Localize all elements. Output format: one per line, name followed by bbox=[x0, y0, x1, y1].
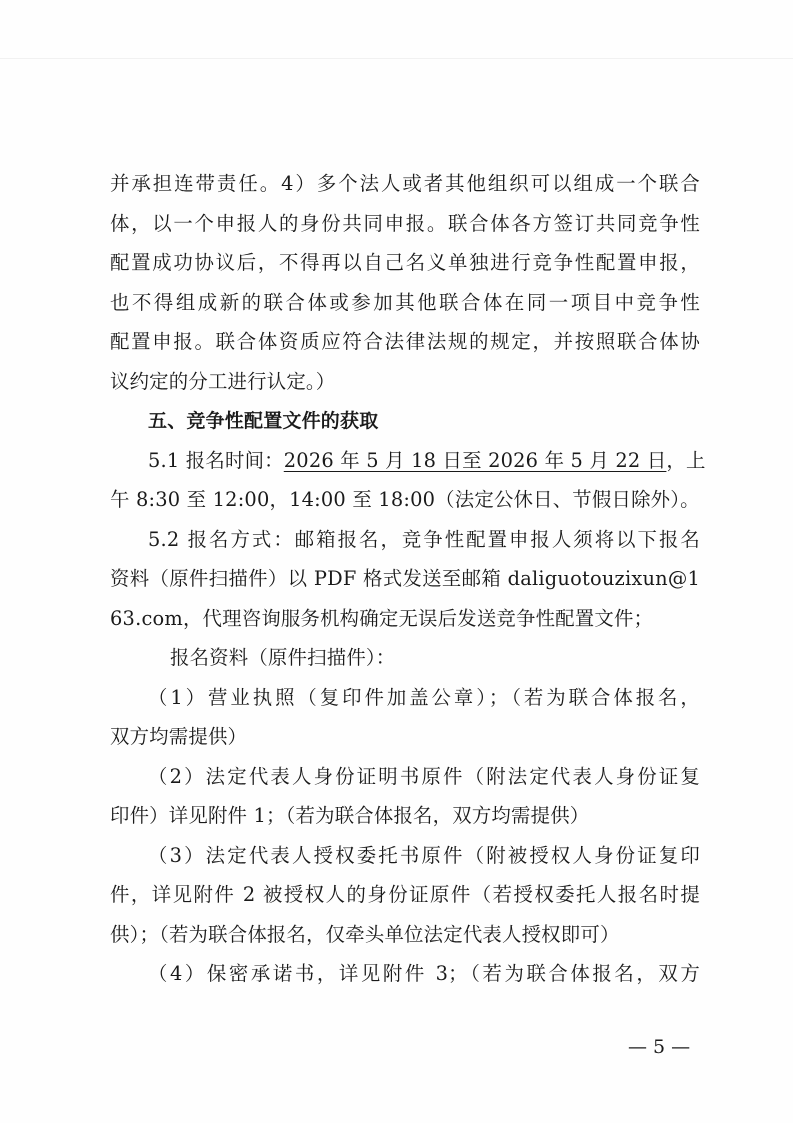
item-5-2-line-2: 资料（原件扫描件）以 PDF 格式发送至邮箱 daliguotouzixun@1 bbox=[110, 567, 700, 590]
item-5-1-suffix: ，上 bbox=[666, 449, 706, 472]
material-3-line-2: 件，详见附件 2 被授权人的身份证原件（若授权委托人报名时提 bbox=[110, 883, 700, 906]
item-5-2-line-3: 63.com，代理咨询服务机构确定无误后发送竞争性配置文件； bbox=[110, 607, 654, 630]
material-4-line-1: （4）保密承诺书，详见附件 3；（若为联合体报名，双方 bbox=[148, 962, 700, 985]
body-line-3: 配置成功协议后，不得再以自己名义单独进行竞争性配置申报， bbox=[110, 251, 700, 274]
registration-date-range: 2026 年 5 月 18 日至 2026 年 5 月 22 日 bbox=[283, 449, 667, 472]
item-5-2-line-1: 5.2 报名方式：邮箱报名，竞争性配置申报人须将以下报名 bbox=[148, 528, 700, 551]
item-5-1-line-1 bbox=[148, 441, 706, 481]
material-2-line-2: 印件）详见附件 1；（若为联合体报名，双方均需提供） bbox=[110, 804, 590, 827]
top-divider bbox=[0, 58, 793, 59]
item-5-1-prefix: 5.1 报名时间： bbox=[148, 449, 284, 472]
material-3-line-1: （3）法定代表人授权委托书原件（附被授权人身份证复印 bbox=[148, 844, 700, 867]
item-5-1-line-2: 午 8:30 至 12:00，14:00 至 18:00（法定公休日、节假日除外）。 bbox=[110, 488, 700, 511]
materials-title: 报名资料（原件扫描件）： bbox=[170, 646, 396, 669]
material-1-line-2: 双方均需提供） bbox=[110, 725, 248, 748]
section-heading: 五、竞争性配置文件的获取 bbox=[148, 410, 379, 432]
body-line-5: 配置申报。联合体资质应符合法律法规的规定，并按照联合体协 bbox=[110, 330, 700, 353]
body-line-6: 议约定的分工进行认定。） bbox=[110, 370, 336, 393]
material-3-line-3: 供）；（若为联合体报名，仅牵头单位法定代表人授权即可） bbox=[110, 923, 620, 946]
body-line-1: 并承担连带责任。4）多个法人或者其他组织可以组成一个联合 bbox=[110, 172, 700, 195]
material-2-line-1: （2）法定代表人身份证明书原件（附法定代表人身份证复 bbox=[148, 765, 700, 788]
page-number: — 5 — bbox=[628, 1036, 691, 1058]
body-line-2: 体，以一个申报人的身份共同申报。联合体各方签订共同竞争性 bbox=[110, 212, 700, 235]
material-1-line-1: （1）营业执照（复印件加盖公章）；（若为联合体报名， bbox=[148, 686, 700, 709]
body-line-4: 也不得组成新的联合体或参加其他联合体在同一项目中竞争性 bbox=[110, 291, 700, 314]
